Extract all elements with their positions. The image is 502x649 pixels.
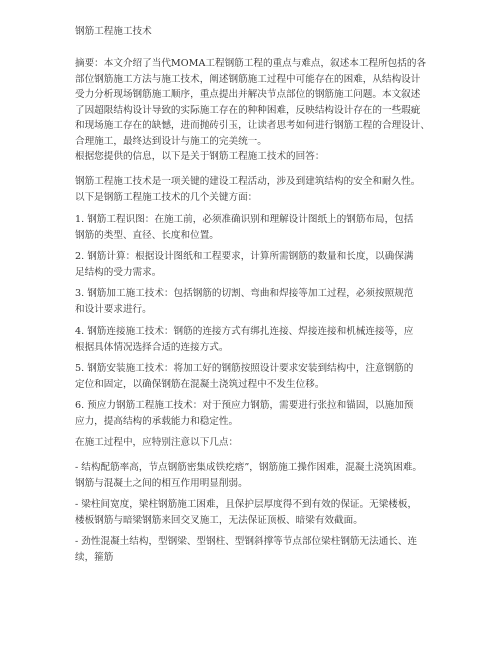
abstract-line: 了因超限结构设计导致的实际施工存在的种种困难，反映结构设计存在的一些瑕疵 (75, 104, 421, 116)
abstract-paragraph (75, 56, 445, 149)
point-line: 4. 钢筋连接施工技术：钢筋的连接方式有绑扎连接、焊接连接和机械连接等，应 (75, 326, 414, 337)
point-6 (75, 398, 445, 429)
note-line: - 梁柱间宽度，梁柱钢筋施工困难，且保护层厚度得不到有效的保证。无梁楼板， (75, 499, 418, 510)
point-5 (75, 361, 445, 392)
note-line: - 劲性混凝土结构，型钢梁、型钢柱、型钢斜撑等节点部位梁柱钢筋无法通长、连 (75, 536, 418, 547)
overview-paragraph (75, 174, 445, 205)
title-text: 钢筋工程施工技术 (75, 26, 152, 37)
abstract-line: 受力分析现场钢筋施工顺序，重点提出并解决节点部位的钢筋施工问题。本文叙述 (75, 89, 421, 100)
point-line: 和设计要求进行。 (75, 303, 152, 315)
note-line: 楼板钢筋与暗梁钢筋来回交叉施工，无法保证顶板、暗梁有效截面。 (75, 514, 363, 526)
note-line: 续，箍筋 (75, 551, 114, 563)
note-line: - 结构配筋率高，节点钢筋密集成铁疙瘩”，钢筋施工操作困难，混凝土浇筑困难。 (75, 462, 422, 473)
point-line: 3. 钢筋加工施工技术：包括钢筋的切割、弯曲和焊接等加工过程，必须按照规范 (75, 288, 414, 299)
abstract-line: 合理施工，最终达到设计与施工的完美统一。 (75, 135, 267, 147)
note-3 (75, 534, 445, 565)
point-1 (75, 212, 445, 243)
point-line: 应力，提高结构的承载能力和稳定性。 (75, 415, 239, 427)
point-line: 定位和固定，以确保钢筋在混凝土浇筑过程中不发生位移。 (75, 378, 325, 390)
point-4 (75, 324, 445, 355)
point-line: 根据具体情况选择合适的连接方式。 (75, 341, 229, 353)
point-2 (75, 249, 445, 280)
point-line: 1. 钢筋工程识图：在施工前，必须准确识别和理解设计图纸上的钢筋布局，包括 (75, 214, 414, 225)
overview-line: 以下是钢筋工程施工技术的几个关键方面： (75, 191, 258, 203)
note-1 (75, 460, 445, 491)
point-line: 5. 钢筋安装施工技术：将加工好的钢筋按照设计要求安装到结构中，注意钢筋的 (75, 363, 414, 374)
abstract-line: 和现场施工存在的缺憾，进而抛砖引玉，让读者思考如何进行钢筋工程的合理设计、 (75, 120, 430, 131)
attention-intro-paragraph (75, 435, 445, 451)
intro-answer-text: 根据您提供的信息，以下是关于钢筋工程施工技术的回答： (75, 151, 325, 162)
abstract-line: 摘要：本文介绍了当代MOMA工程钢筋工程的重点与难点，叙述本工程所包括的各 (75, 58, 427, 69)
abstract-line: 部位钢筋施工方法与施工技术，阐述钢筋施工过程中可能存在的困难，从结构设计 (75, 73, 421, 85)
point-line: 6. 预应力钢筋工程施工技术：对于预应力钢筋，需要进行张拉和锚固，以施加预 (75, 400, 414, 411)
point-line: 钢筋的类型、直径、长度和位置。 (75, 229, 219, 241)
intro-answer-paragraph (75, 149, 445, 165)
overview-line: 钢筋工程施工技术是一项关键的建设工程活动，涉及到建筑结构的安全和耐久性。 (75, 176, 421, 187)
point-3 (75, 286, 445, 317)
document-title (75, 24, 445, 40)
point-line: 足结构的受力需求。 (75, 266, 162, 278)
note-2 (75, 497, 445, 528)
point-line: 2. 钢筋计算：根据设计图纸和工程要求，计算所需钢筋的数量和长度，以确保满 (75, 251, 414, 262)
note-line: 钢筋与混凝土之间的相互作用明显削弱。 (75, 477, 248, 489)
attention-intro-text: 在施工过程中，应特别注意以下几点： (75, 437, 239, 448)
